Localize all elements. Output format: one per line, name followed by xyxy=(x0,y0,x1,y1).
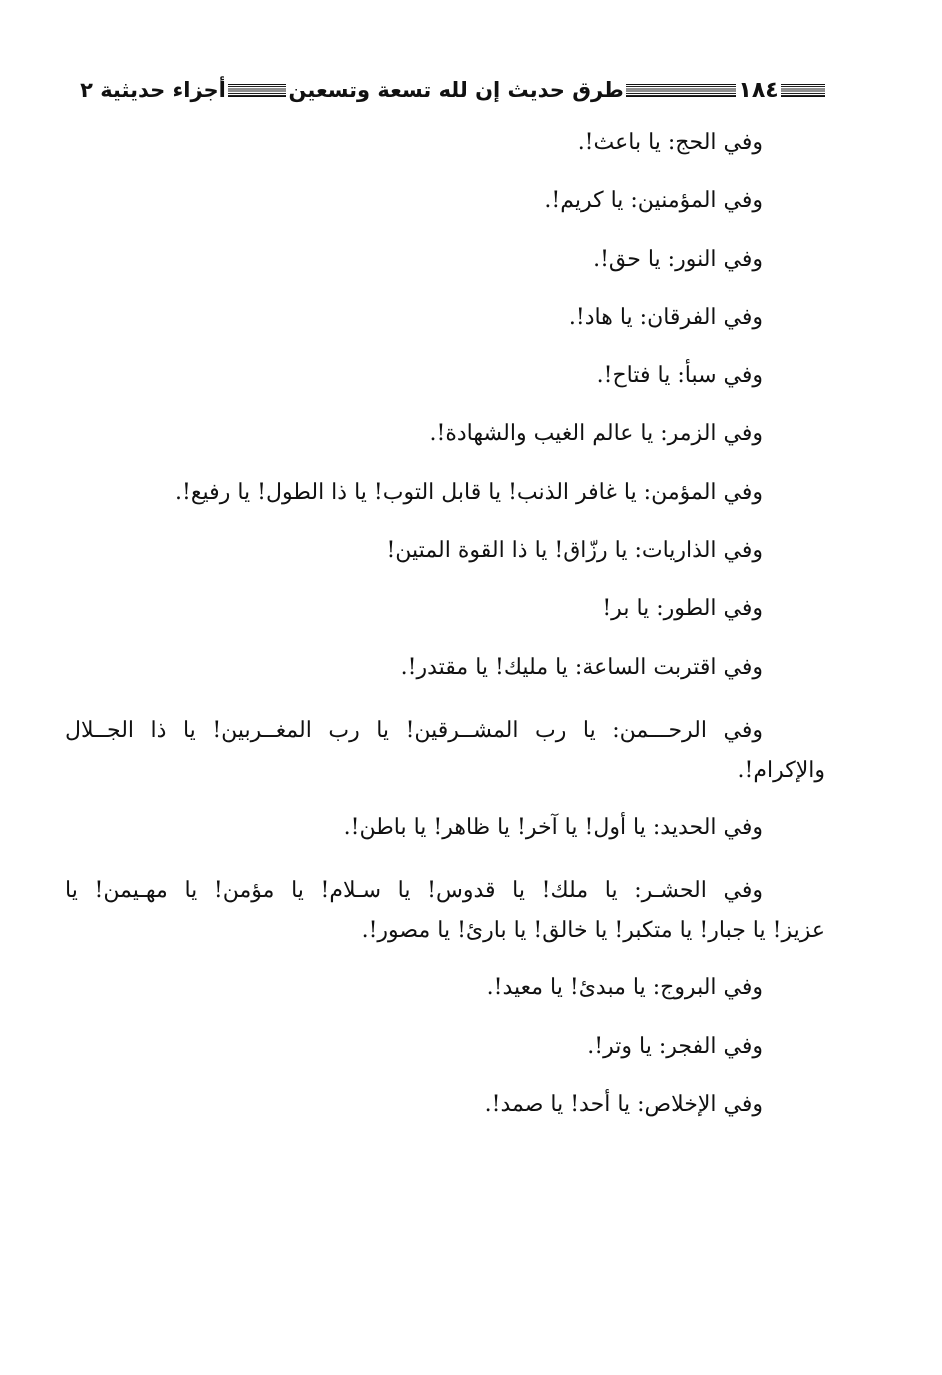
series-title: أجزاء حديثية ٢ xyxy=(80,78,226,102)
text-line: وفي البروج: يا مبدئ! يا معيد!. xyxy=(486,975,763,1001)
page-number: ١٨٤ xyxy=(738,77,779,103)
page-body xyxy=(65,118,825,1138)
running-header xyxy=(80,70,825,110)
text-line: وفي الذاريات: يا رزّاق! يا ذا القوة المتين! xyxy=(386,538,763,564)
text-line: وفي الحج: يا باعث!. xyxy=(577,130,763,155)
text-line: وفي اقتربت الساعة: يا مليك! يا مقتدر!. xyxy=(400,654,763,680)
text-line: وفي الزمر: يا عالم الغيب والشهادة!. xyxy=(429,421,763,447)
paragraph-first-line: وفي الحشـر: يا ملك! يا قدوس! يا سـلام! يا مؤمن! يا مهـيمن! يا xyxy=(65,878,763,904)
header-ornament-bar xyxy=(626,84,736,97)
paragraph-hashr xyxy=(65,861,825,963)
book-title: طرق حديث إن لله تسعة وتسعين xyxy=(288,78,624,102)
paragraph-continuation: عزيز! يا جبار! يا متكبر! يا خالق! يا بارئ! يا مصور!. xyxy=(361,918,825,944)
text-line: وفي الحديد: يا أول! يا آخر! يا ظاهر! يا باطن!. xyxy=(343,814,763,840)
header-ornament-bar xyxy=(781,84,825,97)
text-line: وفي الفرقان: يا هاد!. xyxy=(568,304,763,330)
text-line: وفي الإخلاص: يا أحد! يا صمد!. xyxy=(484,1091,763,1117)
paragraph-continuation: والإكرام!. xyxy=(737,757,825,783)
paragraph-rahman xyxy=(65,701,825,803)
text-line: وفي سبأ: يا فتاح!. xyxy=(596,363,763,389)
header-ornament-bar xyxy=(228,84,286,97)
text-line: وفي المؤمنين: يا كريم!. xyxy=(544,188,763,214)
text-line: وفي النور: يا حق!. xyxy=(593,246,763,272)
text-line: وفي المؤمن: يا غافر الذنب! يا قابل التوب! يا ذا الطول! يا رفيع!. xyxy=(175,479,763,505)
text-line: وفي الفجر: يا وتر!. xyxy=(587,1033,763,1059)
text-line: وفي الطور: يا بر! xyxy=(602,596,763,622)
paragraph-first-line: وفي الرحـــمن: يا رب المشــرقين! يا رب المغــربين! يا ذا الجــلال xyxy=(65,717,763,743)
